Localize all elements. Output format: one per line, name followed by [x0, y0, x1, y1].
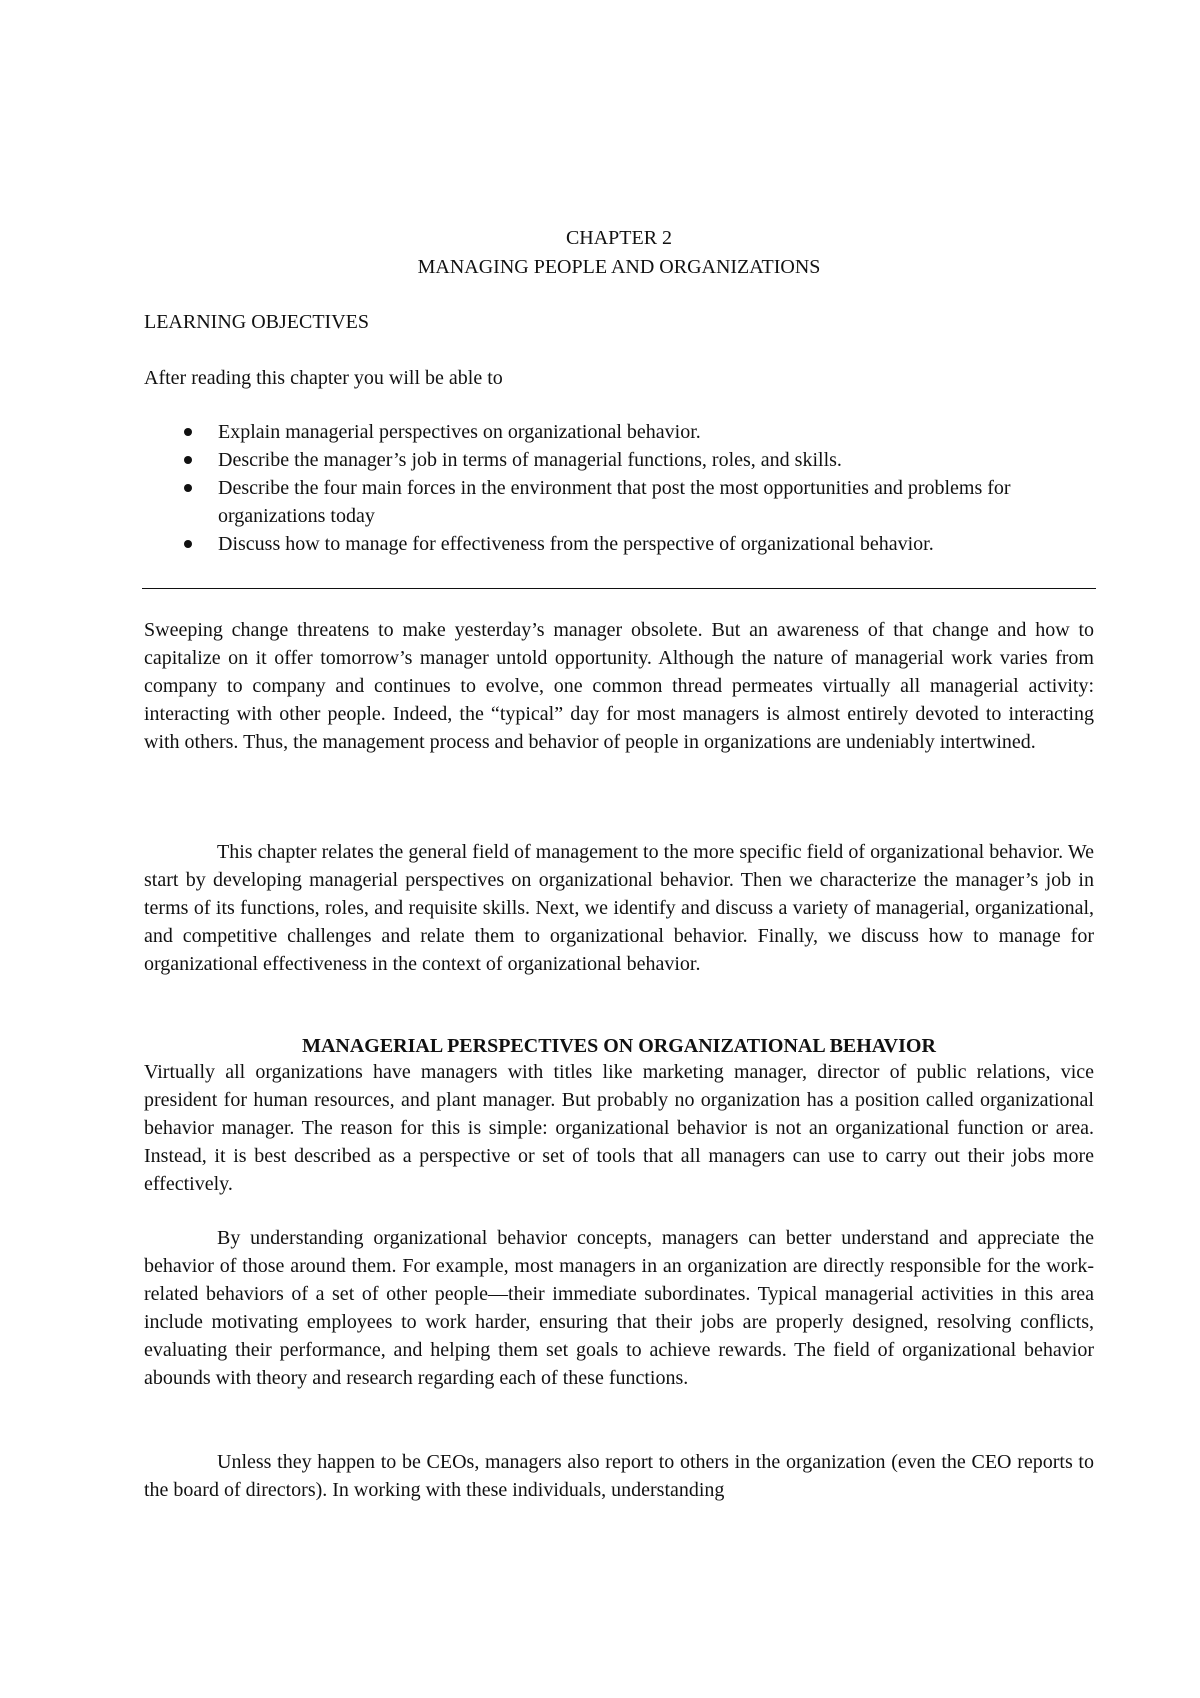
objective-item: Describe the manager’s job in terms of managerial functions, roles, and skills. [180, 446, 1100, 474]
section-divider [142, 588, 1096, 589]
body-paragraph-2: This chapter relates the general field of management to the more specific field of organizational behavior. We start by developing managerial perspectives on organizational behavior. Then we characterize the manager’s job in terms of its functions, roles, and requisite skills. Next, we identify and discuss a variety of managerial, organizational, and competitive challenges and relate them to organizational behavior. Finally, we discuss how to manage for organizational effectiveness in the context of organizational behavior. [144, 841, 1094, 975]
chapter-number: CHAPTER 2 [565, 227, 673, 249]
body-paragraph-1: Sweeping change threatens to make yesterday’s manager obsolete. But an awareness of that change and how to capitalize on it offer tomorrow’s manager untold opportunity. Although the nature of managerial work varies from company to company and continues to evolve, one common thread permeates virtually all managerial activity: interacting with other people. Indeed, the “typical” day for most managers is almost entirely devoted to interacting with others. Thus, the management process and behavior of people in organizations are undeniably intertwined. [144, 619, 1094, 753]
learning-objectives-heading: LEARNING OBJECTIVES [144, 311, 369, 333]
objectives-intro: After reading this chapter you will be able to [144, 367, 503, 389]
objective-item: Explain managerial perspectives on organizational behavior. [180, 418, 1100, 446]
objective-item: Describe the four main forces in the environment that post the most opportunities and problems for organizations today [180, 474, 1100, 530]
body-paragraph-3: Virtually all organizations have managers with titles like marketing manager, director of public relations, vice president for human resources, and plant manager. But probably no organization has a position called organizational behavior manager. The reason for this is simple: organizational behavior is not an organizational function or area. Instead, it is best described as a perspective or set of tools that all managers can use to carry out their jobs more effectively. [144, 1061, 1094, 1195]
objective-item: Discuss how to manage for effectiveness from the perspective of organizational behavior. [180, 530, 1100, 558]
section-heading: MANAGERIAL PERSPECTIVES ON ORGANIZATIONAL BEHAVIOR [302, 1035, 936, 1057]
chapter-title: MANAGING PEOPLE AND ORGANIZATIONS [417, 256, 821, 278]
objectives-list [180, 418, 1100, 558]
body-paragraph-5: Unless they happen to be CEOs, managers also report to others in the organization (even the CEO reports to the board of directors). In working with these individuals, understanding [144, 1451, 1094, 1501]
body-paragraph-4: By understanding organizational behavior concepts, managers can better understand and appreciate the behavior of those around them. For example, most managers in an organization are directly responsible for the work-related behaviors of a set of other people—their immediate subordinates. Typical managerial activities in this area include motivating employees to work harder, ensuring that their jobs are properly designed, resolving conflicts, evaluating their performance, and helping them set goals to achieve rewards. The field of organizational behavior abounds with theory and research regarding each of these functions. [144, 1227, 1094, 1389]
